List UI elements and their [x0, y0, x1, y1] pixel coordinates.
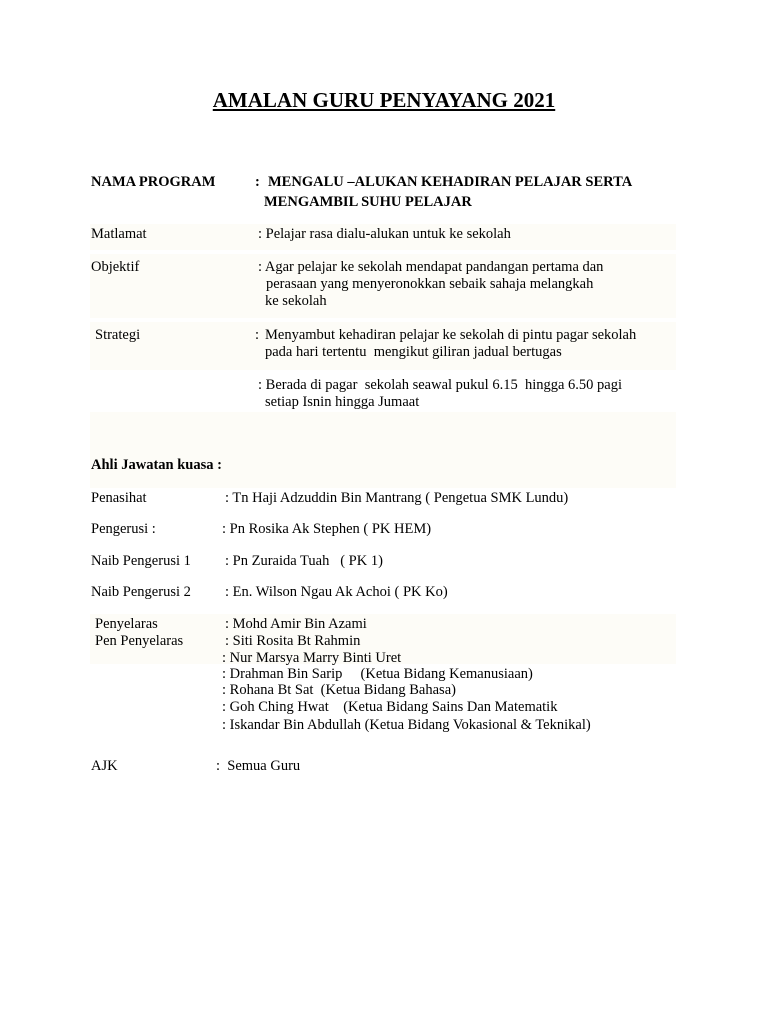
- objektif-line3: ke sekolah: [265, 293, 327, 309]
- committee-member: : Pn Zuraida Tuah ( PK 1): [225, 553, 383, 569]
- program-name-line2: MENGAMBIL SUHU PELAJAR: [264, 194, 472, 210]
- matlamat-value: : Pelajar rasa dialu-alukan untuk ke sekolah: [258, 226, 511, 242]
- penyelaras-member: : Rohana Bt Sat (Ketua Bidang Bahasa): [222, 682, 456, 698]
- committee-role: Naib Pengerusi 1: [91, 553, 191, 569]
- penyelaras-member: : Drahman Bin Sarip (Ketua Bidang Kemanusiaan): [222, 666, 533, 682]
- penyelaras-member: : Iskandar Bin Abdullah (Ketua Bidang Vokasional & Teknikal): [222, 717, 591, 733]
- strategi-2-line2: setiap Isnin hingga Jumaat: [265, 394, 420, 410]
- committee-member: : Pn Rosika Ak Stephen ( PK HEM): [222, 521, 432, 537]
- penyelaras-member: : Nur Marsya Marry Binti Uret: [222, 650, 402, 666]
- objektif-line2: perasaan yang menyeronokkan sebaik sahaja melangkah: [266, 276, 594, 292]
- strategi-1-line1: Menyambut kehadiran pelajar ke sekolah di pintu pagar sekolah: [265, 327, 637, 343]
- strategi-label: Strategi: [95, 327, 141, 343]
- committee-role: Naib Pengerusi 2: [91, 584, 191, 600]
- penyelaras-member: : Mohd Amir Bin Azami: [225, 616, 367, 632]
- ajk-heading: Ahli Jawatan kuasa :: [91, 457, 222, 473]
- ajk-value: : Semua Guru: [216, 758, 301, 774]
- penyelaras-member: : Goh Ching Hwat (Ketua Bidang Sains Dan Matematik: [222, 699, 558, 715]
- strategi-2-line1: : Berada di pagar sekolah seawal pukul 6.15 hingga 6.50 pagi: [258, 377, 623, 393]
- objektif-line1: : Agar pelajar ke sekolah mendapat pandangan pertama dan: [258, 259, 604, 275]
- matlamat-label: Matlamat: [91, 226, 147, 242]
- pen-penyelaras-role: Pen Penyelaras: [95, 633, 184, 649]
- strategi-colon: :: [255, 327, 260, 343]
- committee-role: Pengerusi :: [91, 521, 156, 537]
- program-label: NAMA PROGRAM: [91, 174, 216, 190]
- penyelaras-member: : Siti Rosita Bt Rahmin: [225, 633, 361, 649]
- objektif-label: Objektif: [91, 259, 140, 275]
- document-title: AMALAN GURU PENYAYANG 2021: [212, 88, 556, 112]
- cell-background: [90, 412, 676, 488]
- committee-member: : Tn Haji Adzuddin Bin Mantrang ( Pengetua SMK Lundu): [225, 490, 569, 506]
- penyelaras-role: Penyelaras: [95, 616, 158, 632]
- ajk-label: AJK: [91, 758, 118, 774]
- committee-role: Penasihat: [91, 490, 147, 506]
- program-colon: :: [255, 174, 260, 190]
- committee-member: : En. Wilson Ngau Ak Achoi ( PK Ko): [225, 584, 448, 600]
- program-name-line1: MENGALU –ALUKAN KEHADIRAN PELAJAR SERTA: [268, 174, 633, 190]
- strategi-1-line2: pada hari tertentu mengikut giliran jadual bertugas: [265, 344, 562, 360]
